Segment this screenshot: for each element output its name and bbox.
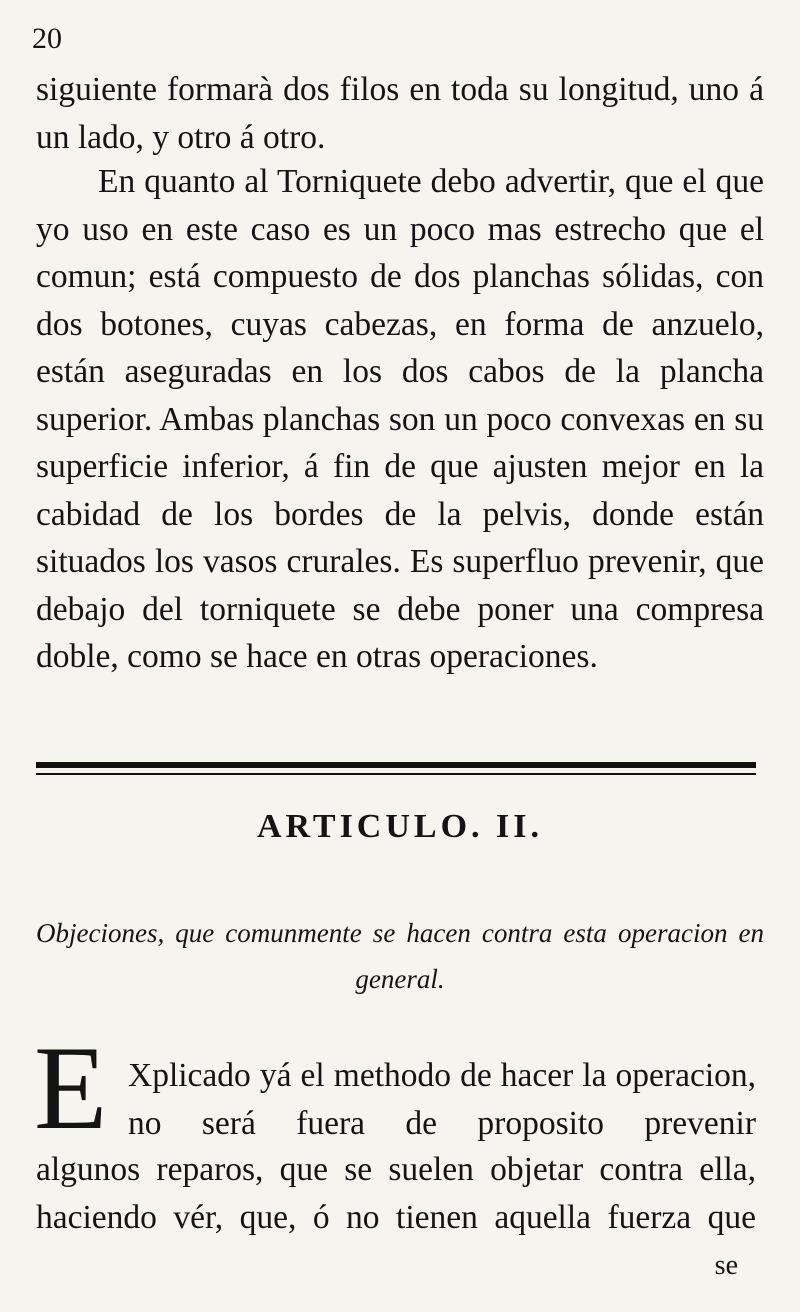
drop-cap: E xyxy=(34,1021,108,1154)
section-rule-thick xyxy=(36,762,756,768)
catchword: se xyxy=(714,1250,738,1281)
article-subtitle: Objeciones, que comunmente se hacen contra esta operacion en general. xyxy=(36,918,764,994)
paragraph-intro-start: Xplicado yá el methodo de hacer la operacion, no será fuera de proposito prevenir xyxy=(128,1057,756,1142)
paragraph-intro-rest: algunos reparos, que se suelen objetar contra ella, haciendo vér, que, ó no tienen aquella fuerza que xyxy=(36,1151,756,1236)
section-rule-thin xyxy=(36,773,756,775)
article-heading: ARTICULO. II. xyxy=(256,808,543,845)
paragraph-continuation: siguiente formarà dos filos en toda su longitud, uno á un lado, y otro á otro. xyxy=(36,71,764,156)
page-number: 20 xyxy=(32,22,62,55)
paragraph-tourniquet: En quanto al Torniquete debo advertir, que el que yo uso en este caso es un poco mas estrecho que el comun; está compuesto de dos planchas sólidas, con dos botones, cuyas cabezas, en forma de anzuelo, están aseguradas en los dos cabos de la plancha superior. Ambas planchas son un poco convexas en su superficie inferior, á fin de que ajusten mejor en la cabidad de los bordes de la pelvis, donde están situados los vasos crurales. Es superfluo prevenir, que debajo del torniquete se debe poner una compresa doble, como se hace en otras operaciones. xyxy=(36,163,764,675)
